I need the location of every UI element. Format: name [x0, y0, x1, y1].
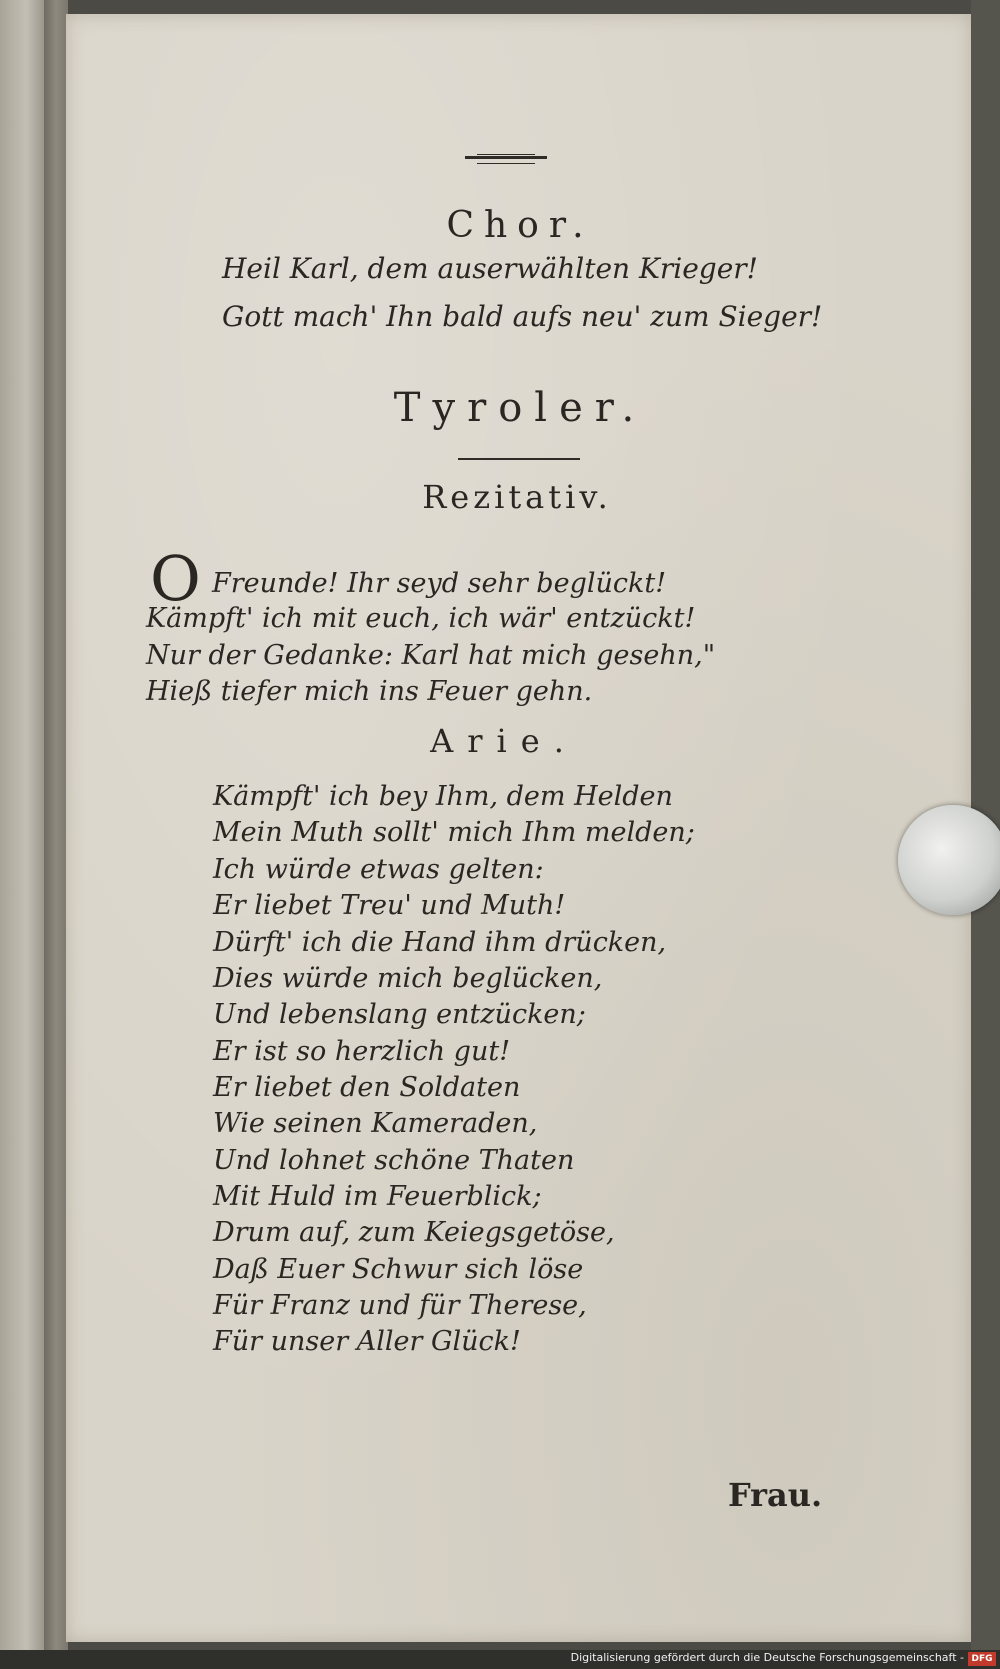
arie-line-16: Für unser Aller Glück!: [213, 1326, 521, 1357]
arie-line-8: Er ist so herzlich gut!: [213, 1036, 511, 1067]
arie-line-14: Daß Euer Schwur sich löse: [213, 1254, 584, 1285]
arie-line-2: Mein Muth sollt' mich Ihm melden;: [213, 817, 695, 848]
top-ornament: [465, 154, 547, 162]
rezitativ-heading: Rezitativ.: [422, 478, 612, 516]
arie-line-4: Er liebet Treu' und Muth!: [213, 890, 566, 921]
arie-line-6: Dies würde mich beglücken,: [213, 963, 603, 994]
chor-line-2: Gott mach' Ihn bald aufs neu' zum Sieger!: [222, 300, 823, 333]
chor-heading: Chor.: [446, 205, 594, 246]
rezitativ-line-2: Kämpft' ich mit euch, ich wär' entzückt!: [146, 603, 696, 634]
ornament-lip: [477, 154, 535, 164]
arie-line-12: Mit Huld im Feuerblick;: [213, 1181, 542, 1212]
arie-line-9: Er liebet den Soldaten: [213, 1072, 521, 1103]
arie-line-15: Für Franz und für Therese,: [213, 1290, 587, 1321]
footer-credit: Digitalisierung gefördert durch die Deutsche Forschungsgemeinschaft -: [570, 1651, 964, 1664]
dfg-logo: DFG: [968, 1652, 996, 1666]
arie-line-5: Dürft' ich die Hand ihm drücken,: [213, 927, 667, 958]
tyroler-heading: Tyroler.: [393, 385, 647, 431]
page-holder-clip: [898, 805, 1000, 915]
arie-line-10: Wie seinen Kameraden,: [213, 1108, 538, 1139]
rezitativ-dropcap: O: [150, 542, 201, 615]
rezitativ-line-1: Freunde! Ihr seyd sehr beglückt!: [212, 568, 667, 599]
rezitativ-line-4: Hieß tiefer mich ins Feuer gehn.: [146, 676, 593, 707]
rezitativ-line-3: Nur der Gedanke: Karl hat mich gesehn,": [146, 640, 716, 671]
catchword: Frau.: [728, 1476, 823, 1514]
section-rule: [458, 458, 580, 460]
arie-line-7: Und lebenslang entzücken;: [213, 999, 586, 1030]
book-gutter: [44, 0, 68, 1669]
arie-line-13: Drum auf, zum Keiegsgetöse,: [213, 1217, 615, 1248]
arie-heading: Arie.: [430, 722, 578, 760]
chor-line-1: Heil Karl, dem auserwählten Krieger!: [222, 252, 758, 285]
arie-line-11: Und lohnet schöne Thaten: [213, 1145, 575, 1176]
left-page-edge: [0, 0, 44, 1669]
arie-line-1: Kämpft' ich bey Ihm, dem Helden: [213, 781, 673, 812]
arie-line-3: Ich würde etwas gelten:: [213, 854, 544, 885]
